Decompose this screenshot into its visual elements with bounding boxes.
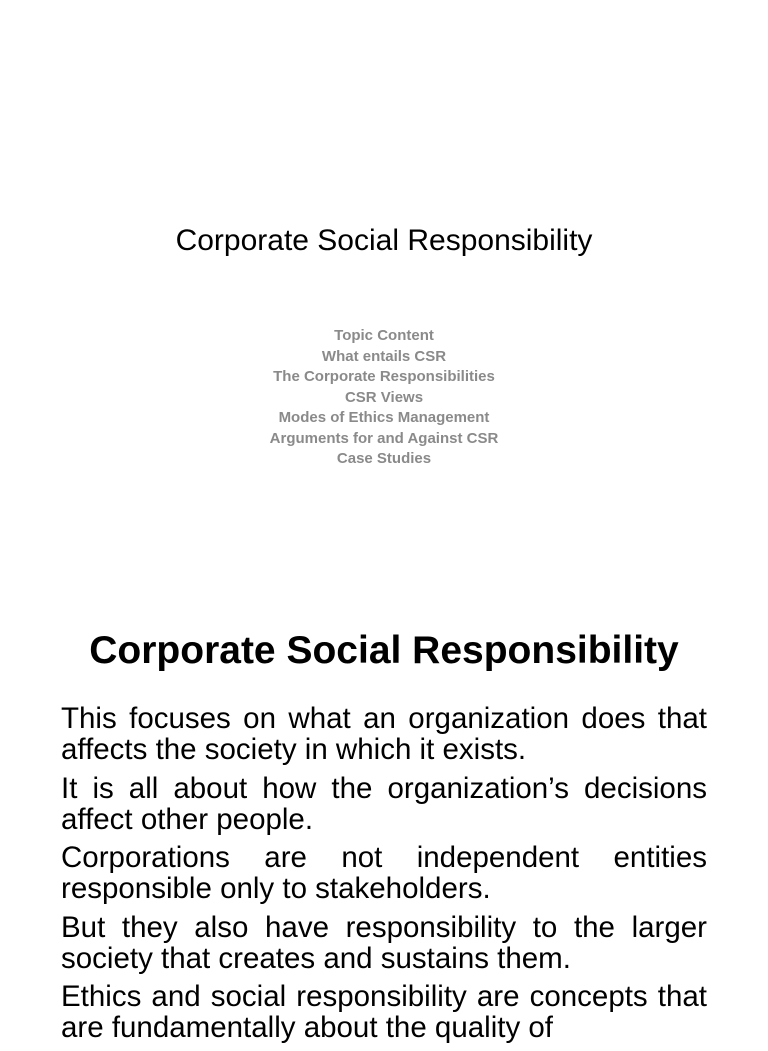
paragraph-list [61,703,707,1051]
paragraph: But they also have responsibility to the larger society that creates and sustains them. [61,910,707,975]
toc-item: CSR Views [344,388,424,406]
paragraph: Ethics and social responsibility are concepts that are fundamentally about the quality of [61,980,707,1044]
paragraph: It is all about how the organization’s decisions affect other people. [61,771,707,836]
toc-item: What entails CSR [321,347,447,365]
slide-2-title: Corporate Social Responsibility [89,629,679,672]
paragraph: This focuses on what an organization does that affects the society in which it exists. [61,702,707,766]
toc-item: Arguments for and Against CSR [269,429,499,447]
toc-item: Modes of Ethics Management [278,409,490,426]
topic-content-list [0,326,768,470]
toc-item: Topic Content [334,327,434,344]
toc-item: Case Studies [336,450,432,467]
paragraph: Corporations are not independent entities responsible only to stakeholders. [61,841,707,905]
slide-content [0,576,768,1044]
slide-1-title: Corporate Social Responsibility [175,224,593,257]
toc-item: The Corporate Responsibilities [273,368,495,385]
